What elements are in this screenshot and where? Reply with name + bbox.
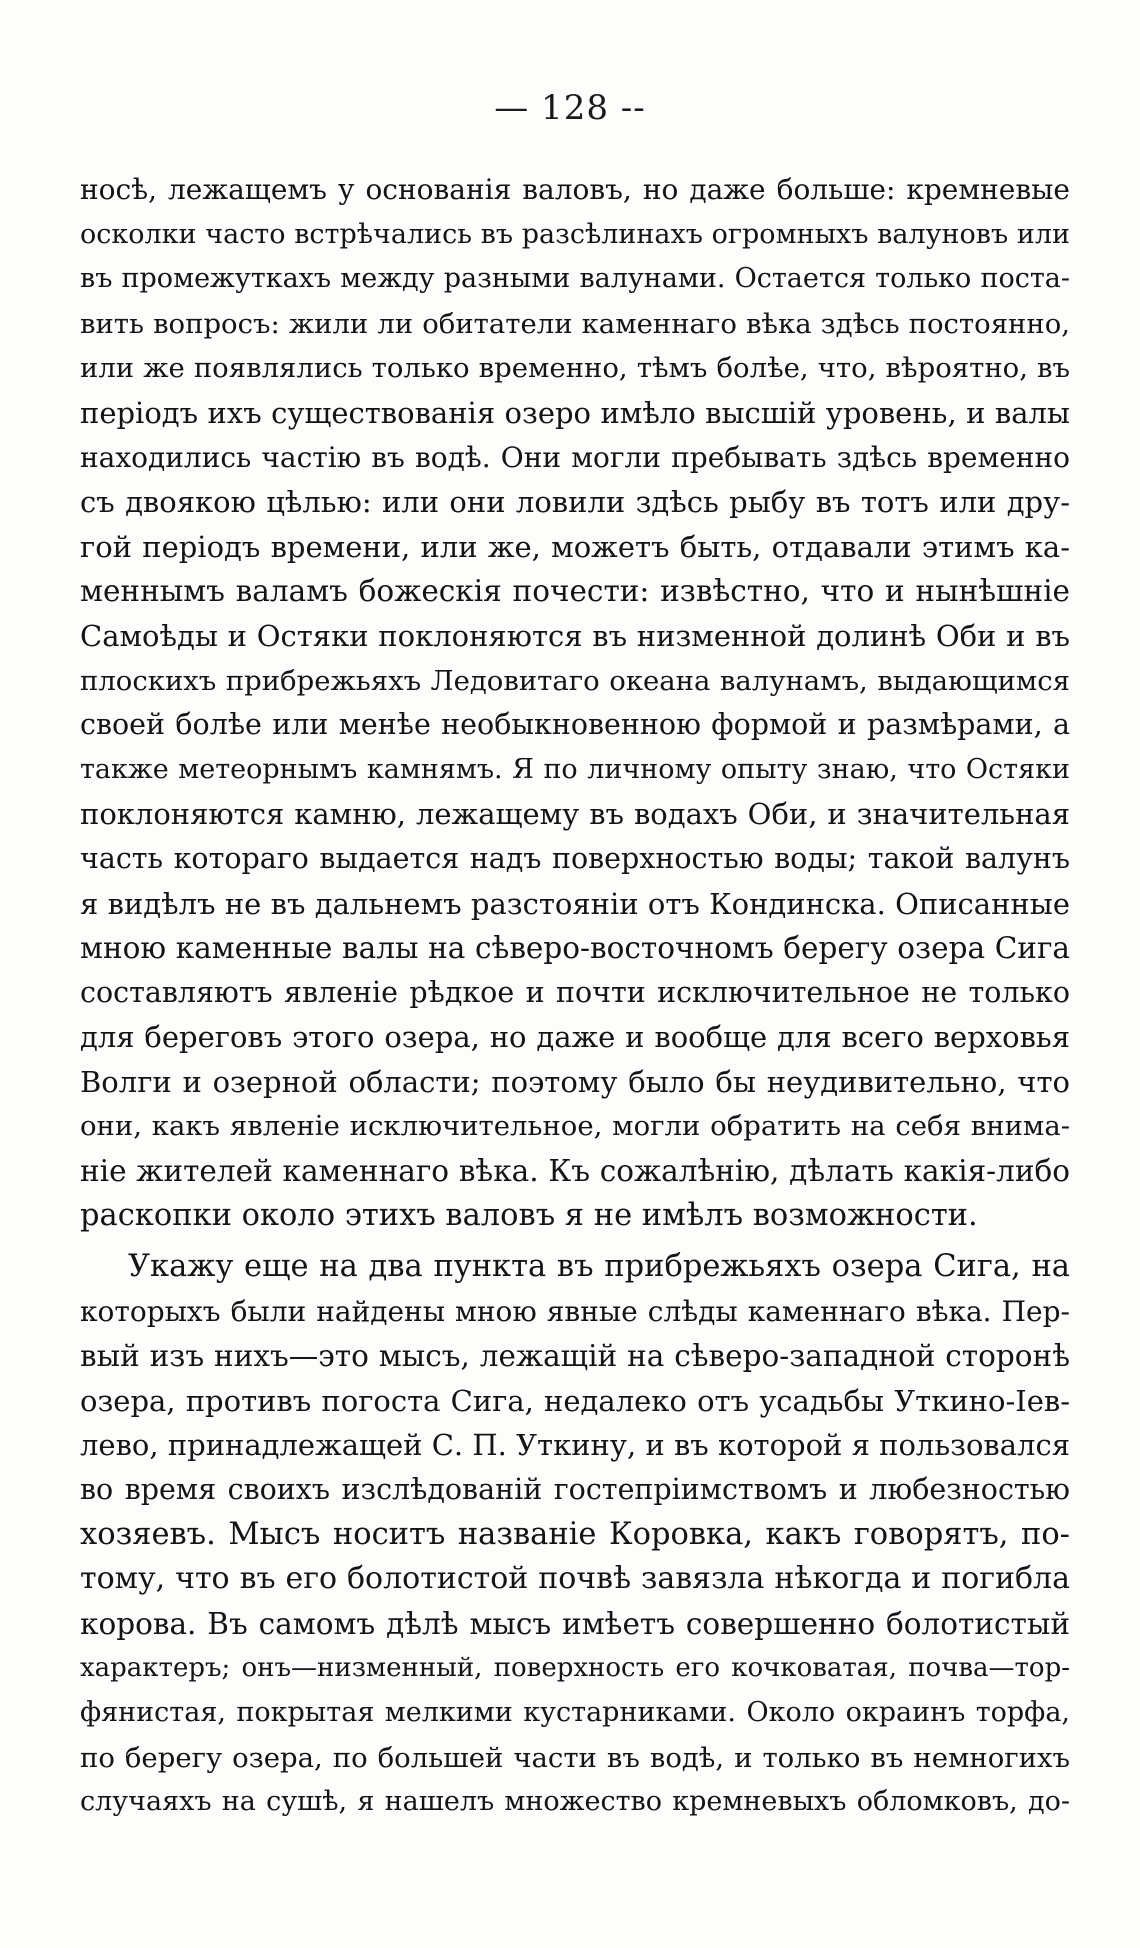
text-line: характеръ; онъ—низменный, поверхность его кочковатая, почва—тор- xyxy=(80,1653,1070,1684)
text-line: поклоняются камню, лежащему въ водахъ Оби, и значительная xyxy=(80,797,1070,832)
text-line: періодъ ихъ существованія озеро имѣло высшій уровень, и валы xyxy=(80,395,1070,430)
text-line: осколки часто встрѣчались въ разсѣлинахъ огромныхъ валуновъ или xyxy=(80,218,1070,250)
text-line: Волги и озерной области; поэтому было бы неудивительно, что xyxy=(80,1064,1070,1099)
page-number: — 128 -- xyxy=(494,88,646,128)
text-line: хозяевъ. Мысъ носитъ названіе Коровка, какъ говорятъ, по- xyxy=(80,1516,1070,1552)
text-line: въ промежуткахъ между разными валунами. Остается только поста- xyxy=(80,263,1070,295)
paragraph-1 xyxy=(80,168,1070,1238)
text-line: во время своихъ изслѣдованій гостепріимствомъ и любезностью xyxy=(80,1472,1070,1506)
text-line: съ двоякою цѣлью: или они ловили здѣсь рыбу въ тотъ или дру- xyxy=(80,485,1070,520)
text-line: по берегу озера, по большей части въ водѣ, и только въ немногихъ xyxy=(80,1741,1070,1774)
text-line: корова. Въ самомъ дѣлѣ мысъ имѣетъ совершенно болотистый xyxy=(80,1606,1070,1641)
text-line: часть котораго выдается надъ поверхностью воды; такой валунъ xyxy=(80,841,1070,875)
text-line: лево, принадлежащей С. П. Уткину, и въ которой я пользовался xyxy=(80,1428,1070,1463)
text-line: фянистая, покрытая мелкими кустарниками. Около окраинъ торфа, xyxy=(80,1696,1070,1728)
text-line: или же появлялись только временно, тѣмъ болѣе, что, вѣроятно, въ xyxy=(80,352,1070,385)
paragraph-2 xyxy=(80,1245,1070,1825)
text-line: также метеорнымъ камнямъ. Я по личному опыту знаю, что Остяки xyxy=(80,753,1070,785)
text-line: своей болѣе или менѣе необыкновенною формой и размѣрами, а xyxy=(80,708,1070,742)
text-line: для береговъ этого озера, но даже и вообще для всего верховья xyxy=(80,1020,1070,1055)
text-line: озера, противъ погоста Сига, недалеко отъ усадьбы Уткино-Іев- xyxy=(80,1383,1070,1418)
text-line: они, какъ явленіе исключительное, могли обратить на себя внима- xyxy=(80,1110,1070,1143)
text-line: носѣ, лежащемъ у основанія валовъ, но даже больше: кремневые xyxy=(80,173,1070,206)
text-line: я видѣлъ не въ дальнемъ разстояніи отъ Кондинска. Описанные xyxy=(80,886,1070,921)
text-line: Самоѣды и Остяки поклоняются въ низменной долинѣ Оби и въ xyxy=(80,618,1070,653)
text-line: которыхъ были найдены мною явные слѣды каменнаго вѣка. Пер- xyxy=(80,1294,1070,1328)
text-line: составляютъ явленіе рѣдкое и почти исключительное не только xyxy=(80,975,1070,1009)
text-line: Укажу еще на два пункта въ прибрежьяхъ озера Сига, на xyxy=(128,1249,1070,1284)
text-line: меннымъ валамъ божескія почести: извѣстно, что и нынѣшніе xyxy=(80,574,1070,609)
text-line: вый изъ нихъ—это мысъ, лежащій на сѣверо-западной сторонѣ xyxy=(80,1339,1070,1374)
text-line: плоскихъ прибрежьяхъ Ледовитаго океана валунамъ, выдающимся xyxy=(80,664,1070,697)
text-line: вить вопросъ: жили ли обитатели каменнаго вѣка здѣсь постоянно, xyxy=(80,307,1070,340)
text-line: мною каменные валы на сѣверо-восточномъ берегу озера Сига xyxy=(80,931,1070,966)
text-line: ніе жителей каменнаго вѣка. Къ сожалѣнію, дѣлать какія-либо xyxy=(80,1154,1070,1189)
text-line: тому, что въ его болотистой почвѣ завязла нѣкогда и погибла xyxy=(80,1561,1070,1597)
text-line: раскопки около этихъ валовъ я не имѣлъ возможности. xyxy=(80,1197,978,1233)
text-line: гой періодъ времени, или же, можетъ быть, отдавали этимъ ка- xyxy=(80,529,1070,564)
text-line: случаяхъ на сушѣ, я нашелъ множество кремневыхъ обломковъ, до- xyxy=(80,1786,1070,1818)
text-line: находились частію въ водѣ. Они могли пребывать здѣсь временно xyxy=(80,440,1070,474)
